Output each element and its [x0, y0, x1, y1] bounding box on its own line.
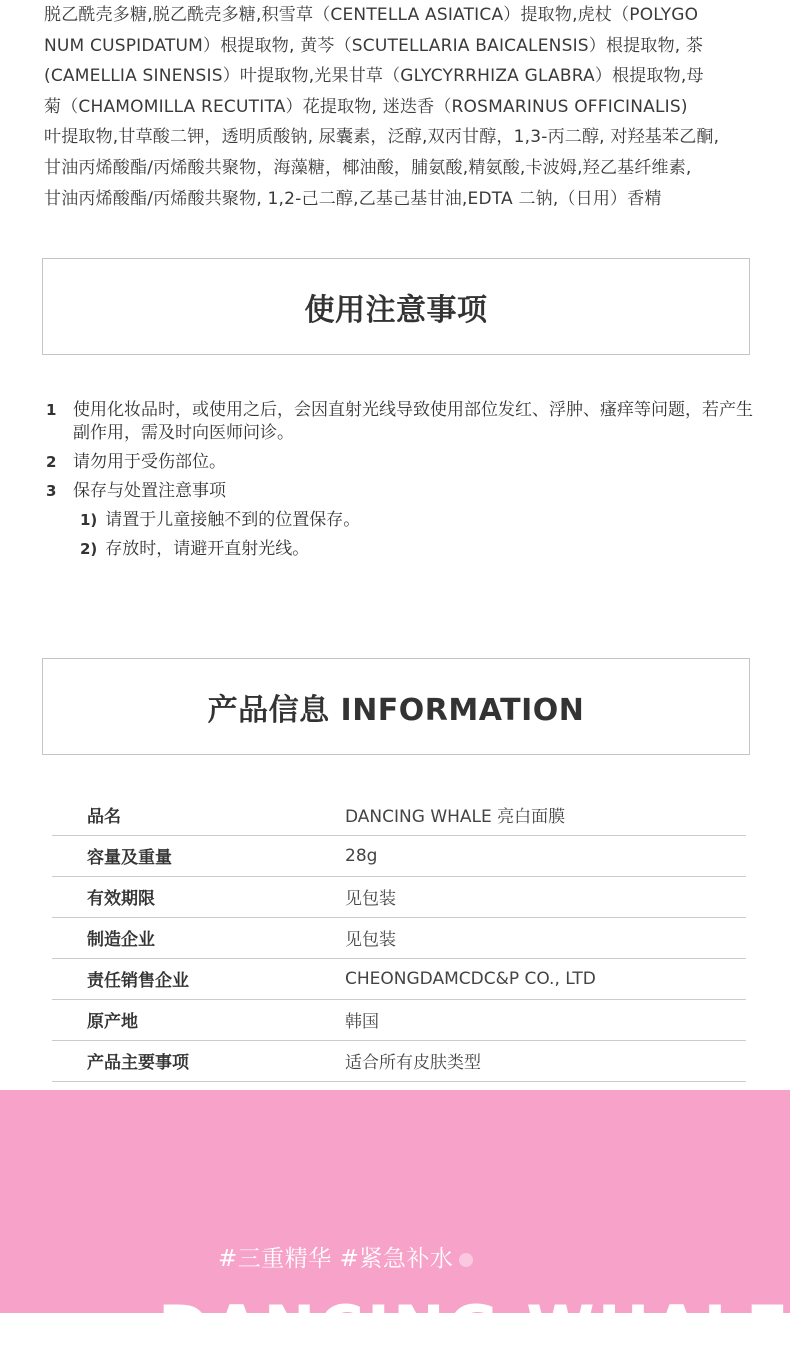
hashtags-text: #三重精华 #紧急补水 [218, 1246, 454, 1272]
ingredients-line: (CAMELLIA SINENSIS）叶提取物,光果甘草（GLYCYRRHIZA GLABRA）根提取物,母 [44, 66, 704, 87]
info-value: 韩国 [345, 1012, 379, 1032]
info-value: 适合所有皮肤类型 [345, 1053, 481, 1073]
info-label: 容量及重量 [87, 848, 172, 868]
ingredients-line: 甘油丙烯酸酯/丙烯酸共聚物, 1,2-己二醇,乙基己基甘油,EDTA 二钠,（日用）香精 [44, 188, 662, 209]
cautions-title-box [42, 258, 750, 355]
info-value: 见包装 [345, 889, 396, 909]
caution-subitem-number: 2) [80, 540, 98, 558]
caution-number: 2 [46, 453, 57, 471]
table-row [52, 999, 746, 1040]
caution-item [46, 399, 758, 445]
ingredients-list [44, 0, 756, 214]
caution-number: 1 [46, 401, 57, 419]
info-title-box [42, 658, 750, 755]
info-label: 责任销售企业 [87, 971, 189, 991]
caution-item [46, 480, 758, 503]
pink-banner [0, 1090, 791, 1365]
caution-number: 3 [46, 482, 57, 500]
info-value: 28g [345, 845, 378, 866]
caution-subitem-text: 请置于儿童接触不到的位置保存。 [105, 510, 361, 530]
info-label: 原产地 [87, 1012, 138, 1032]
table-row [52, 1040, 746, 1081]
table-row [52, 917, 746, 958]
ingredients-line: NUM CUSPIDATUM）根提取物, 黄芩（SCUTELLARIA BAICALENSIS）根提取物, 茶 [44, 35, 704, 56]
table-row [52, 835, 746, 876]
caution-subitem [46, 509, 758, 532]
ingredients-line: 脱乙酰壳多糖,脱乙酰壳多糖,积雪草（CENTELLA ASIATICA）提取物,虎杖（POLYGO [44, 5, 699, 25]
info-label: 制造企业 [87, 930, 155, 950]
ingredients-line: 甘油丙烯酸酯/丙烯酸共聚物，海藻糖，椰油酸，脯氨酸,精氨酸,卡波姆,羟乙基纤维素, [44, 157, 692, 178]
caution-text: 请勿用于受伤部位。 [73, 452, 226, 472]
caution-subitem-number: 1) [80, 511, 98, 529]
info-value: CHEONGDAMCDC&P CO., LTD [345, 968, 596, 989]
fade-dot-icon [459, 1253, 473, 1267]
table-row [52, 958, 746, 999]
caution-text: 保存与处置注意事项 [73, 481, 226, 501]
cautions-list [46, 399, 758, 567]
caution-subitem [46, 538, 758, 561]
ingredients-line: 菊（CHAMOMILLA RECUTITA）花提取物, 迷迭香（ROSMARINUS OFFICINALIS) [44, 96, 688, 117]
info-value: DANCING WHALE 亮白面膜 [345, 806, 566, 827]
info-table [52, 794, 746, 1082]
info-label: 有效期限 [87, 889, 155, 909]
hashtags [218, 1240, 473, 1273]
table-row [52, 794, 746, 835]
info-title: 产品信息 INFORMATION [207, 692, 585, 728]
info-value: 见包装 [345, 930, 396, 950]
caution-subitem-text: 存放时，请避开直射光线。 [105, 539, 310, 559]
caution-item [46, 451, 758, 474]
table-row [52, 876, 746, 917]
brand-name: DANCING WHALE [158, 1292, 791, 1365]
ingredients-line: 叶提取物,甘草酸二钾，透明质酸钠, 尿囊素，泛醇,双丙甘醇，1,3-丙二醇, 对羟基苯乙酮, [44, 127, 720, 148]
cautions-title: 使用注意事项 [304, 292, 488, 328]
info-label: 品名 [87, 806, 121, 827]
info-label: 产品主要事项 [87, 1053, 189, 1073]
caution-text: 使用化妆品时，或使用之后，会因直射光线导致使用部位发红、浮肿、瘙痒等问题，若产生副作用，需及时向医师问诊。 [73, 400, 753, 443]
